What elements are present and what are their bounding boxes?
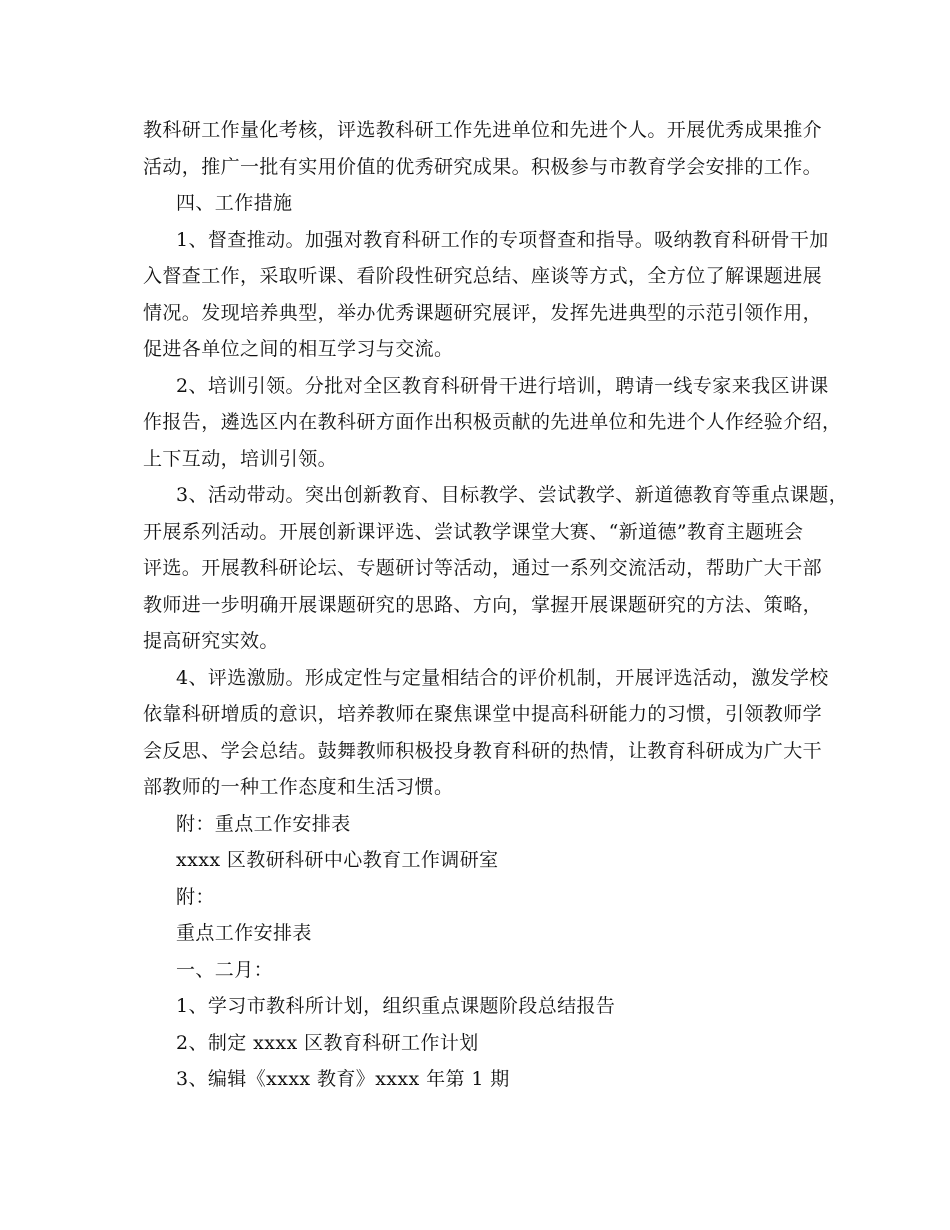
text-line: 四、工作措施 <box>176 192 293 214</box>
text-line: 附：重点工作安排表 <box>176 812 351 835</box>
text-line: 2、培训引领。分批对全区教育科研骨干进行培训，聘请一线专家来我区讲课 <box>176 374 829 397</box>
text-line: 教师进一步明确开展课题研究的思路、方向，掌握开展课题研究的方法、策略， <box>143 593 823 616</box>
text-line: 教科研工作量化考核，评选教科研工作先进单位和先进个人。开展优秀成果推介 <box>143 119 823 141</box>
text-line: 开展系列活动。开展创新课评选、尝试教学课堂大赛、“新道德”教育主题班会 <box>143 520 804 543</box>
text-line: 4、评选激励。形成定性与定量相结合的评价机制，开展评选活动，激发学校 <box>176 666 829 689</box>
text-line: 会反思、学会总结。鼓舞教师积极投身教育科研的热情，让教育科研成为广大干 <box>143 739 823 762</box>
document-body <box>143 112 849 1098</box>
text-line: 作报告，遴选区内在教科研方面作出积极贡献的先进单位和先进个人作经验介绍， <box>143 411 842 433</box>
text-line: 活动，推广一批有实用价值的优秀研究成果。积极参与市教育学会安排的工作。 <box>143 155 823 178</box>
text-line: 评选。开展教科研论坛、专题研讨等活动，通过一系列交流活动，帮助广大干部 <box>143 557 823 579</box>
text-line: 1、学习市教科所计划，组织重点课题阶段总结报告 <box>176 995 616 1017</box>
text-line: 一、二月： <box>176 958 274 981</box>
text-line: 3、编辑《xxxx 教育》xxxx 年第 1 期 <box>176 1068 510 1090</box>
text-line: 情况。发现培养典型，举办优秀课题研究展评，发挥先进典型的示范引领作用， <box>143 301 823 324</box>
text-line: 部教师的一种工作态度和生活习惯。 <box>143 776 454 798</box>
text-line: 2、制定 xxxx 区教育科研工作计划 <box>176 1031 479 1054</box>
text-line: 1、督查推动。加强对教育科研工作的专项督查和指导。吸纳教育科研骨干加 <box>176 228 829 251</box>
text-line: 重点工作安排表 <box>176 922 312 944</box>
text-line: 依靠科研增质的意识，培养教师在聚焦课堂中提高科研能力的习惯，引领教师学 <box>143 703 823 725</box>
text-line: 上下互动，培训引领。 <box>143 447 338 470</box>
text-line: 提高研究实效。 <box>143 630 279 652</box>
text-line: 3、活动带动。突出创新教育、目标教学、尝试教学、新道德教育等重点课题， <box>176 484 849 506</box>
text-line: 附： <box>176 885 215 908</box>
text-line: 入督查工作，采取听课、看阶段性研究总结、座谈等方式，全方位了解课题进展 <box>143 265 823 287</box>
text-line: 促进各单位之间的相互学习与交流。 <box>143 338 454 360</box>
text-line: xxxx 区教研科研中心教育工作调研室 <box>176 849 499 871</box>
